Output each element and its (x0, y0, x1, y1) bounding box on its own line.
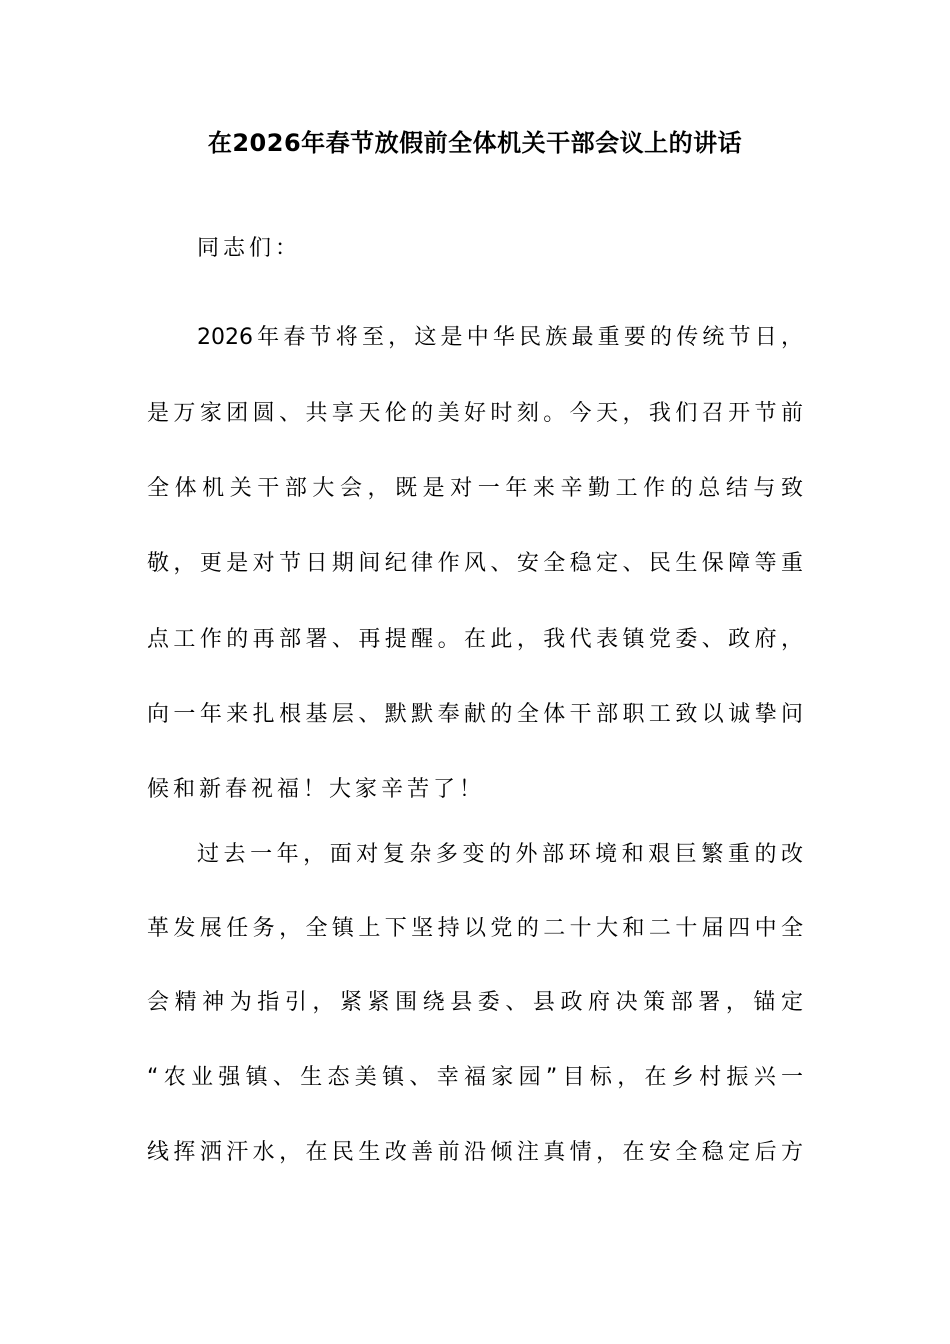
body-line: 是万家团圆、共享天伦的美好时刻。今天，我们召开节前 (147, 401, 803, 426)
body-line: 全体机关干部大会，既是对一年来辛勤工作的总结与致 (147, 476, 803, 501)
body-line: “农业强镇、生态美镇、幸福家园”目标，在乡村振兴一 (147, 1065, 803, 1090)
body-line: 会精神为指引，紧紧围绕县委、县政府决策部署，锚定 (147, 990, 803, 1015)
document-title: 在2026年春节放假前全体机关干部会议上的讲话 (207, 129, 743, 157)
body-line: 过去一年，面对复杂多变的外部环境和艰巨繁重的改 (197, 842, 803, 867)
body-line: 点工作的再部署、再提醒。在此，我代表镇党委、政府， (147, 627, 803, 652)
body-line: 革发展任务，全镇上下坚持以党的二十大和二十届四中全 (147, 916, 803, 941)
body-line: 敬，更是对节日期间纪律作风、安全稳定、民生保障等重 (147, 551, 803, 576)
body-line: 候和新春祝福！大家辛苦了！ (147, 777, 486, 802)
salutation: 同志们： (197, 236, 302, 261)
body-line: 向一年来扎根基层、默默奉献的全体干部职工致以诚挚问 (147, 702, 803, 727)
body-line: 2026年春节将至，这是中华民族最重要的传统节日， (197, 325, 803, 350)
body-line: 线挥洒汗水，在民生改善前沿倾注真情，在安全稳定后方 (147, 1140, 803, 1165)
